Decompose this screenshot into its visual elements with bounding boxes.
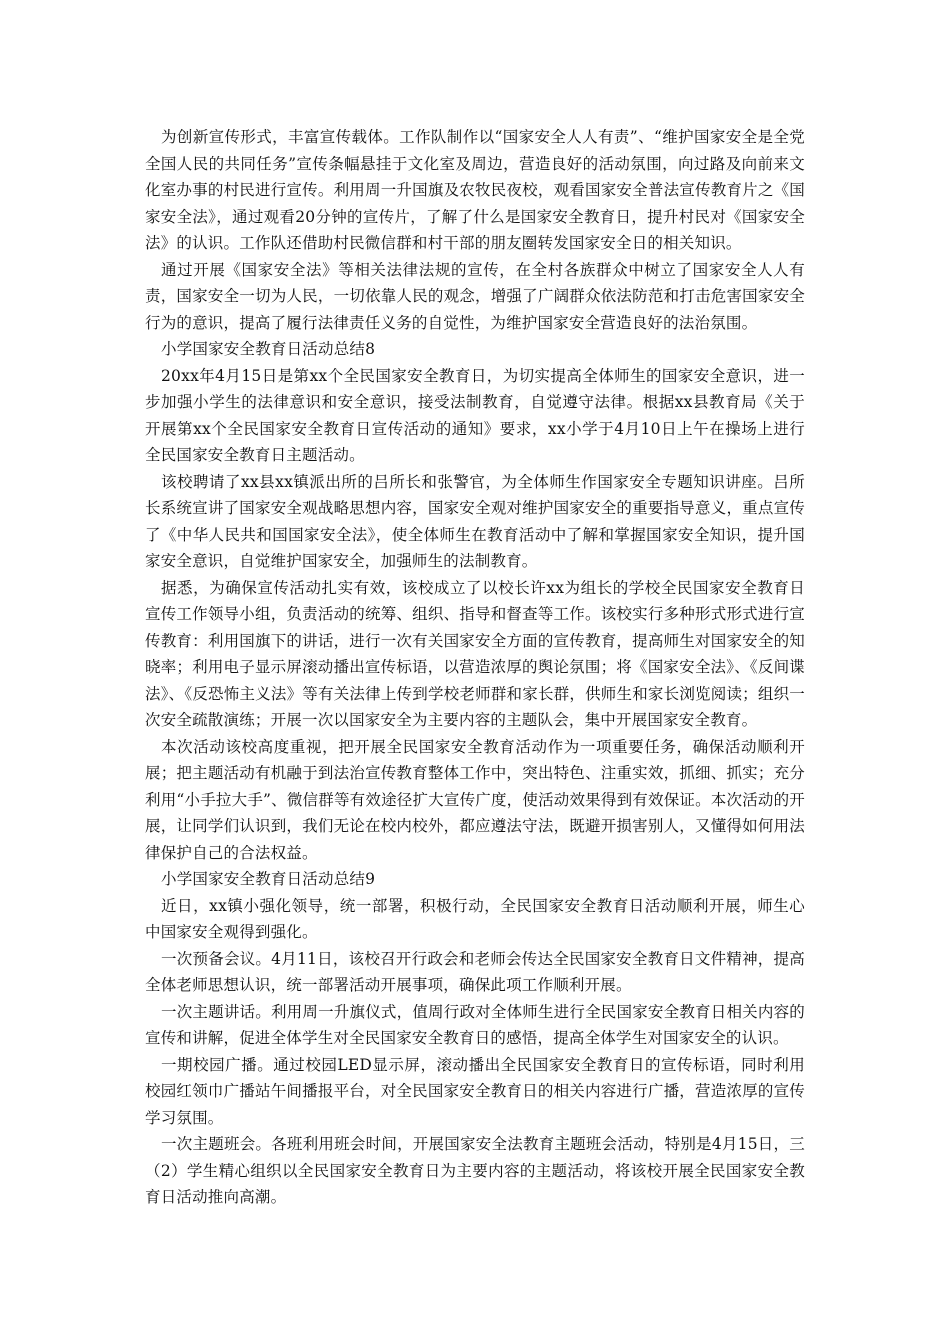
paragraph-importance: 本次活动该校高度重视，把开展全民国家安全教育活动作为一项重要任务，确保活动顺利开展；把主题活动有机融于到法治宣传教育整体工作中，突出特色、注重实效，抓细、抓实；充分利用“小手拉大手”、微信群等有效途径扩大宣传广度，使活动效果得到有效保证。本次活动的开展，让同学们认识到，我们无论在校内校外，都应遵法守法，既避开损害别人，又懂得如何用法律保护自己的合法权益。 (145, 737, 805, 862)
paragraph-class-meeting: 一次主题班会。各班利用班会时间，开展国家安全法教育主题班会活动，特别是4月15日，三（2）学生精心组织以全民国家安全教育日为主要内容的主题活动，将该校开展全民国家安全教育日活动推向高潮。 (145, 1135, 805, 1206)
section-heading-9: 小学国家安全教育日活动总结9 (161, 870, 376, 888)
paragraph-lecture: 该校聘请了xx县xx镇派出所的吕所长和张警官，为全体师生作国家安全专题知识讲座。吕所长系统宣讲了国家安全观战略思想内容，国家安全观对维护国家安全的重要指导意义，重点宣传了《中华人民共和国国家安全法》，使全体师生在教育活动中了解和掌握国家安全知识，提升国家安全意识，自觉维护国家安全，加强师生的法制教育。 (145, 472, 805, 570)
paragraph-law-publicity: 通过开展《国家安全法》等相关法律法规的宣传，在全村各族群众中树立了国家安全人人有责，国家安全一切为人民，一切依靠人民的观念，增强了广阔群众依法防范和打击危害国家安全行为的意识，提高了履行法律责任义务的自觉性，为维护国家安全营造良好的法治氛围。 (145, 260, 805, 332)
paragraph-publicity-forms: 为创新宣传形式，丰富宣传载体。工作队制作以“国家安全人人有责”、“维护国家安全是全党全国人民的共同任务”宣传条幅悬挂于文化室及周边，营造良好的活动氛围，向过路及向前来文化室办事的村民进行宣传。利用周一升国旗及农牧民夜校，观看国家安全普法宣传教育片之《国家安全法》，通过观看20分钟的宣传片，了解了什么是国家安全教育日，提升村民对《国家安全法》的认识。工作队还借助村民微信群和村干部的朋友圈转发国家安全日的相关知识。 (145, 128, 805, 252)
section-heading-8: 小学国家安全教育日活动总结8 (161, 340, 376, 358)
paragraph-activity-intro: 20xx年4月15日是第xx个全民国家安全教育日，为切实提高全体师生的国家安全意识，进一步加强小学生的法律意识和安全意识，接受法制教育，自觉遵守法律。根据xx县教育局《关于开展第xx个全民国家安全教育日宣传活动的通知》要求，xx小学于4月10日上午在操场上进行全民国家安全教育日主题活动。 (145, 366, 805, 464)
paragraph-recent: 近日，xx镇小强化领导，统一部署，积极行动，全民国家安全教育日活动顺利开展，师生心中国家安全观得到强化。 (145, 896, 805, 941)
paragraph-theme-speech: 一次主题讲话。利用周一升旗仪式，值周行政对全体师生进行全民国家安全教育日相关内容的宣传和讲解，促进全体学生对全民国家安全教育日的感悟，提高全体学生对国家安全的认识。 (145, 1002, 805, 1047)
paragraph-prep-meeting: 一次预备会议。4月11日，该校召开行政会和老师会传达全民国家安全教育日文件精神，提高全体老师思想认识，统一部署活动开展事项，确保此项工作顺利开展。 (145, 949, 805, 994)
document-body (145, 124, 805, 1211)
paragraph-leadership-group: 据悉，为确保宣传活动扎实有效，该校成立了以校长许xx为组长的学校全民国家安全教育日宣传工作领导小组，负责活动的统筹、组织、指导和督查等工作。该校实行多种形式形式进行宣传教育：利用国旗下的讲话，进行一次有关国家安全方面的宣传教育，提高师生对国家安全的知晓率；利用电子显示屏滚动播出宣传标语，以营造浓厚的舆论氛围；将《国家安全法》、《反间谍法》、《反恐怖主义法》等有关法律上传到学校老师群和家长群，供师生和家长浏览阅读；组织一次安全疏散演练；开展一次以国家安全为主要内容的主题队会，集中开展国家安全教育。 (145, 578, 805, 729)
paragraph-campus-broadcast: 一期校园广播。通过校园LED显示屏，滚动播出全民国家安全教育日的宣传标语，同时利用校园红领巾广播站午间播报平台，对全民国家安全教育日的相关内容进行广播，营造浓厚的宣传学习氛围。 (145, 1055, 805, 1127)
